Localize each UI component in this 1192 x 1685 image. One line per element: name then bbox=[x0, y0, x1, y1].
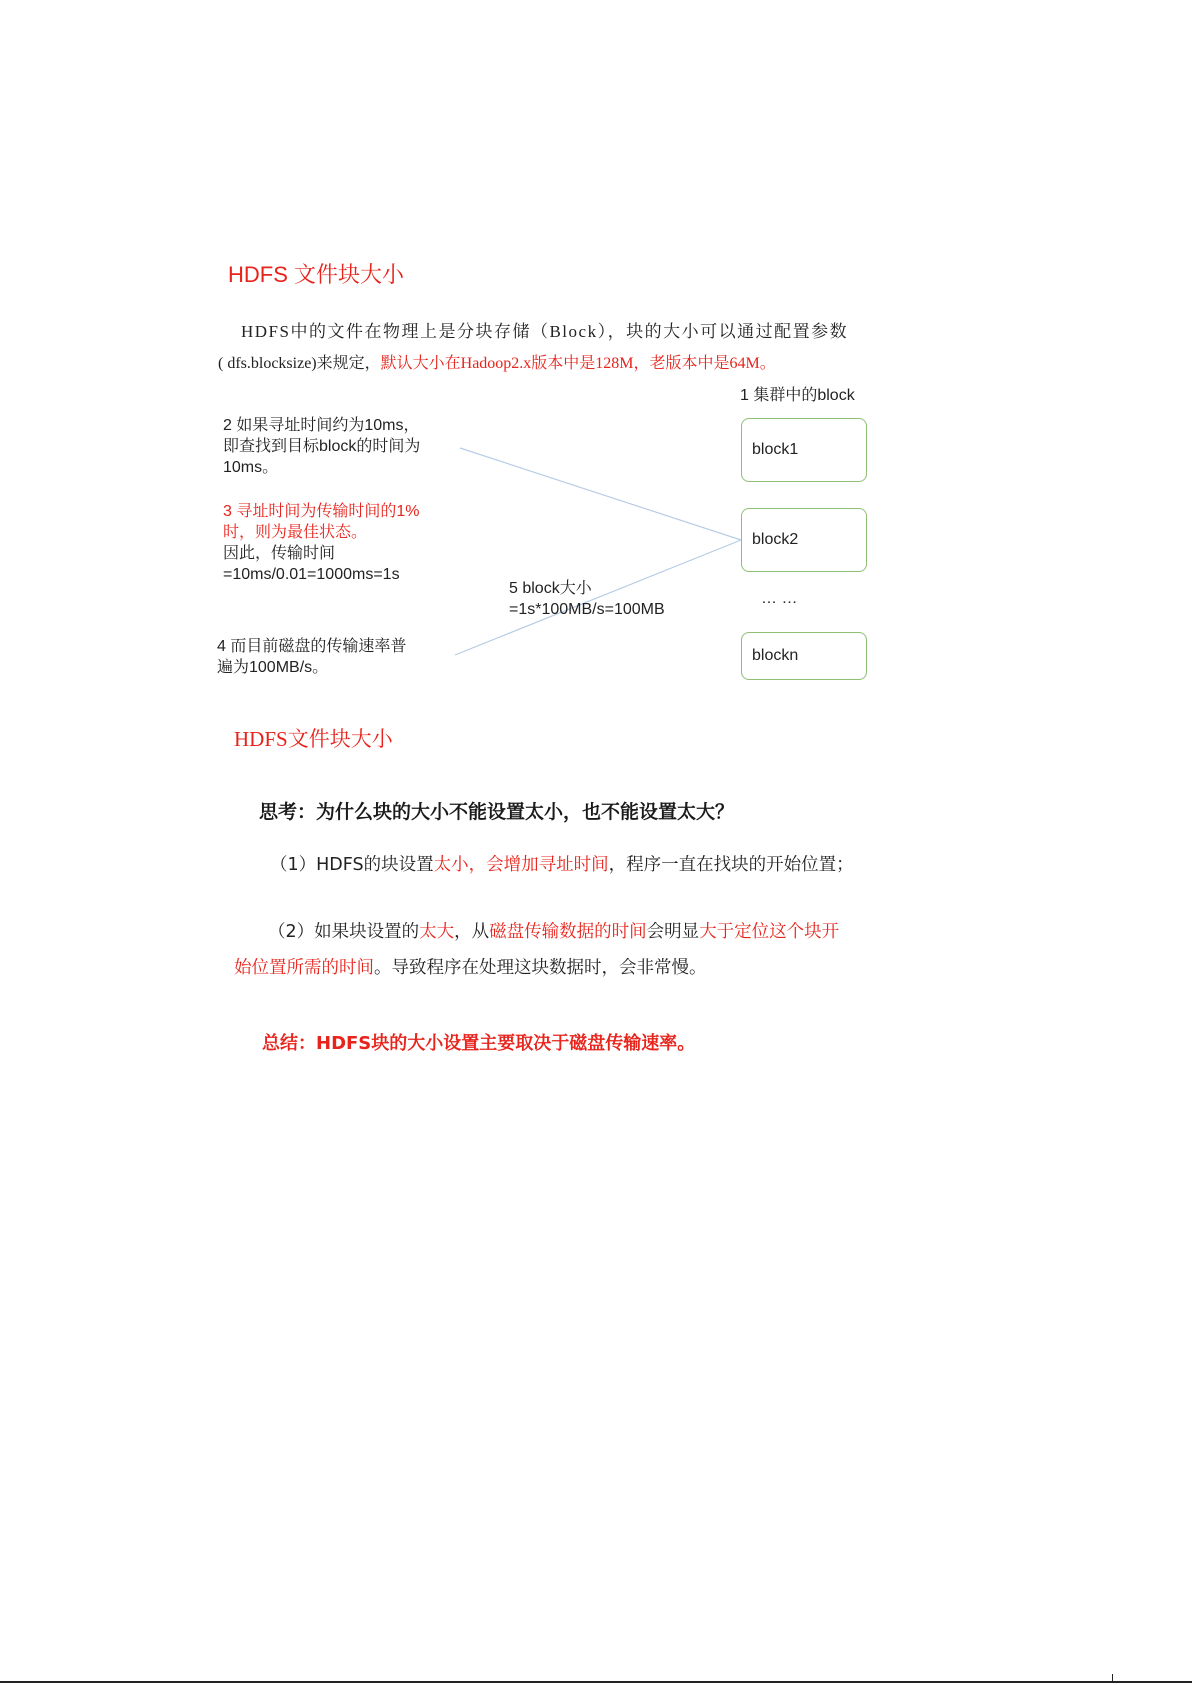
page-bottom-tick bbox=[1112, 1674, 1113, 1683]
intro-line-1: HDFS中的文件在物理上是分块存储（Block），块的大小可以通过配置参数 bbox=[241, 322, 849, 341]
note4-line-2: 遍为100MB/s。 bbox=[217, 659, 329, 676]
p2-h: 。导致程序在处理这块数据时，会非常慢。 bbox=[374, 958, 707, 978]
note5-line-2: =1s*100MB/s=100MB bbox=[509, 601, 665, 618]
note2-line-3: 10ms。 bbox=[223, 459, 279, 476]
p2-a: （2）如果块设置的 bbox=[268, 922, 420, 942]
block-box-2 bbox=[741, 508, 867, 572]
reason-too-large-line-2 bbox=[234, 954, 707, 979]
block-label-1: block1 bbox=[752, 441, 799, 458]
connector-note2-block2 bbox=[460, 448, 741, 540]
note3-line-3: 因此，传输时间 bbox=[223, 545, 336, 562]
intro-line-2-red: 默认大小在Hadoop2.x版本中是128M，老版本中是64M。 bbox=[380, 355, 776, 372]
block-label-2: block2 bbox=[752, 531, 799, 548]
block-ellipsis: … … bbox=[761, 590, 798, 607]
diagram-caption: HDFS文件块大小 bbox=[234, 727, 393, 751]
reason-too-large-line-1 bbox=[268, 918, 839, 943]
note4-line-1: 4 而目前磁盘的传输速率普 bbox=[217, 638, 407, 655]
note3-line-4: =10ms/0.01=1000ms=1s bbox=[223, 566, 400, 583]
p2-f: 大于定位这个块开 bbox=[699, 922, 840, 942]
note3-line-1: 3 寻址时间为传输时间的1% bbox=[223, 503, 420, 520]
note2-line-2: 即查找到目标block的时间为 bbox=[223, 438, 421, 455]
note-disk-rate bbox=[217, 636, 406, 678]
intro-line-2-black: ( dfs.blocksize)来规定， bbox=[218, 355, 381, 372]
block-label-n: blockn bbox=[752, 647, 799, 664]
p2-g: 始位置所需的时间 bbox=[234, 958, 374, 978]
note-addressing-time bbox=[223, 415, 420, 478]
p2-e: 会明显 bbox=[646, 922, 700, 942]
note3-line-2: 时，则为最佳状态。 bbox=[223, 524, 368, 541]
note-block-size bbox=[509, 578, 665, 620]
section-title: HDFS 文件块大小 bbox=[228, 262, 405, 287]
block-box-1 bbox=[741, 418, 867, 482]
p1-c: ，程序一直在找块的开始位置； bbox=[608, 855, 854, 875]
p2-b: 太大 bbox=[419, 922, 455, 942]
p2-c: ，从 bbox=[454, 922, 490, 942]
cluster-label: 1 集群中的block bbox=[740, 387, 855, 404]
thinking-question: 思考：为什么块的大小不能设置太小，也不能设置太大？ bbox=[259, 801, 735, 823]
note2-line-1: 2 如果寻址时间约为10ms， bbox=[223, 417, 420, 434]
note-best-state bbox=[223, 501, 419, 585]
p2-d: 磁盘传输数据的时间 bbox=[489, 922, 647, 942]
p1-a: （1）HDFS的块设置 bbox=[270, 855, 434, 875]
page-bottom-rule bbox=[0, 1681, 1192, 1683]
reason-too-small bbox=[270, 851, 854, 876]
summary: 总结：HDFS块的大小设置主要取决于磁盘传输速率。 bbox=[262, 1033, 696, 1054]
block-box-n bbox=[741, 632, 867, 680]
note5-line-1: 5 block大小 bbox=[509, 580, 592, 597]
p1-b: 太小，会增加寻址时间 bbox=[433, 855, 609, 875]
